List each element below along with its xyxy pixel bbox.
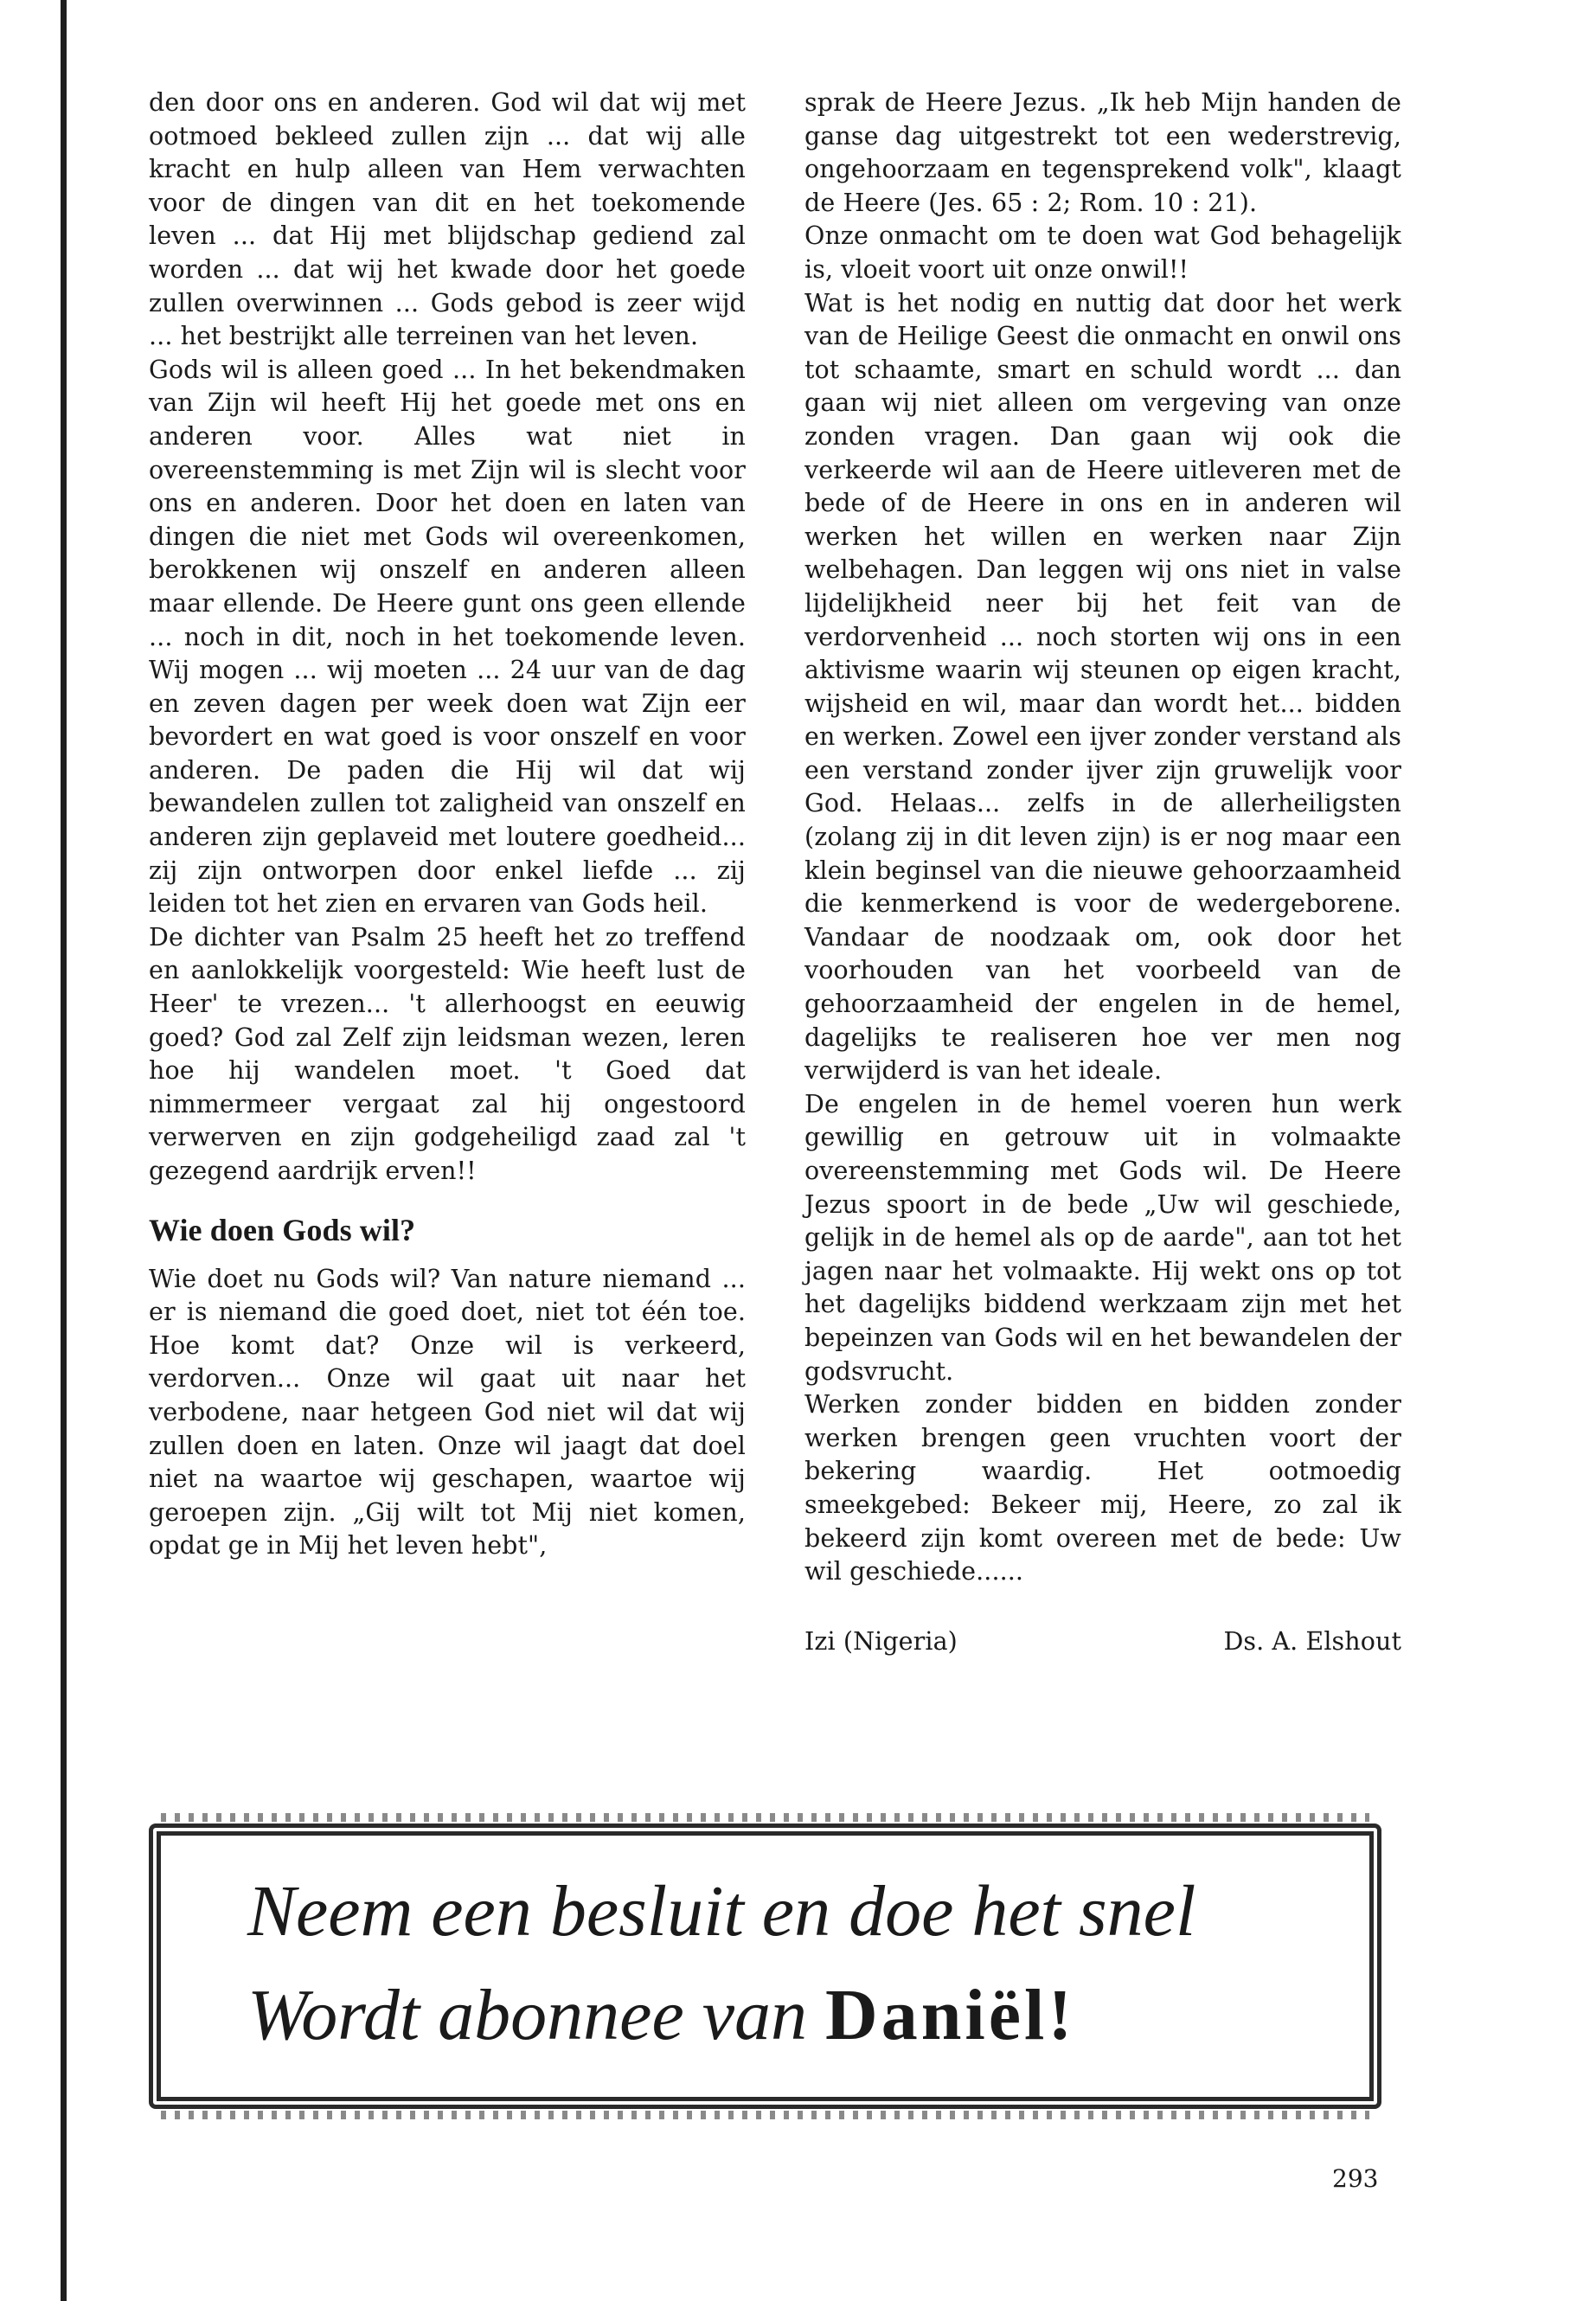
right-column	[804, 87, 1401, 1658]
left-column	[149, 87, 746, 1563]
ad-brand-name: Daniël	[825, 1975, 1048, 2055]
ad-border-ornament-top	[161, 1813, 1369, 1822]
left-paragraph-2: Gods wil is alleen goed ... In het bekendmaken van Zijn wil heeft Hij het goede met ons en anderen voor. Alles wat niet in overeenstemming is met Zijn wil is slecht voor ons en anderen. Door het doen en laten van dingen die niet met Gods wil overeenkomen, berokkenen wij onszelf en anderen alleen maar ellende. De Heere gunt ons geen ellende ... noch in dit, noch in het toekomende leven. Wij mogen ... wij moeten ... 24 uur van de dag en zeven dagen per week doen wat Zijn eer bevordert en wat goed is voor onszelf en voor anderen. De paden die Hij wil dat wij bewandelen zullen tot zaligheid van onszelf en anderen zijn geplaveid met loutere goedheid... zij zijn ontworpen door enkel liefde ... zij leiden tot het zien en ervaren van Gods heil.	[149, 355, 746, 919]
left-paragraph-3: De dichter van Psalm 25 heeft het zo treffend en aanlokkelijk voorgesteld: Wie heeft lust de Heer' te vrezen... 't allerhoogst en eeuwig goed? God zal Zelf zijn leidsman wezen, leren hoe hij wandelen moet. 't Goed dat nimmermeer vergaat zal hij ongestoord verwerven en zijn godgeheiligd zaad zal 't gezegend aardrijk erven!!	[149, 922, 746, 1185]
page-number: 293	[1332, 2164, 1379, 2193]
right-paragraph-2: Onze onmacht om te doen wat God behagelijk is, vloeit voort uit onze onwil!!	[804, 221, 1401, 284]
signature-location: Izi (Nigeria)	[804, 1626, 958, 1656]
subscription-advertisement	[149, 1823, 1381, 2109]
ad-line-1: Neem een besluit en doe het snel	[247, 1871, 1196, 1952]
left-margin-rule	[61, 0, 67, 2301]
ad-line-2	[247, 1974, 1075, 2057]
signature-line	[804, 1625, 1401, 1659]
signature-author: Ds. A. Elshout	[1223, 1626, 1401, 1656]
ad-line-2-text: Wordt abonnee van	[247, 1975, 826, 2055]
left-paragraph-4: Wie doet nu Gods wil? Van nature niemand ... er is niemand die goed doet, niet tot één toe. Hoe komt dat? Onze wil is verkeerd, verdorven... Onze wil gaat uit naar het verbodene, naar hetgeen God niet wil dat wij zullen doen en laten. Onze wil jaagt dat doel niet na waartoe wij geschapen, waartoe wij geroepen zijn. „Gij wilt tot Mij niet komen, opdat ge in Mij het leven hebt",	[149, 1264, 746, 1561]
right-paragraph-5: Werken zonder bidden en bidden zonder werken brengen geen vruchten voort der bekering waardig. Het ootmoedig smeekgebed: Bekeer mij, Heere, zo zal ik bekeerd zijn komt overeen met de bede: Uw wil geschiede......	[804, 1390, 1401, 1586]
right-paragraph-4: De engelen in de hemel voeren hun werk gewillig en getrouw uit in volmaakte overeenstemming met Gods wil. De Heere Jezus spoort in de bede „Uw wil geschiede, gelijk in de hemel als op de aarde", aan tot het jagen naar het volmaakte. Hij wekt ons op tot het dagelijks biddend werkzaam zijn met het bepeinzen van Gods wil en het bewandelen der godsvrucht.	[804, 1089, 1401, 1386]
ad-brand-exclamation: !	[1048, 1975, 1076, 2055]
right-paragraph-3: Wat is het nodig en nuttig dat door het werk van de Heilige Geest die onmacht en onwil ons tot schaamte, smart en schuld wordt ... dan gaan wij niet alleen om vergeving van onze zonden vragen. Dan gaan wij ook die verkeerde wil aan de Heere uitleveren met de bede of de Heere in ons en in anderen wil werken het willen en werken naar Zijn welbehagen. Dan leggen wij ons niet in valse lijdelijkheid neer bij het feit van de verdorvenheid ... noch storten wij ons in een aktivisme waarin wij steunen op eigen kracht, wijsheid en wil, maar dan wordt het... bidden en werken. Zowel een ijver zonder verstand als een verstand zonder ijver zijn gruwelijk voor God. Helaas... zelfs in de allerheiligsten (zolang zij in dit leven zijn) is er nog maar een klein beginsel van die nieuwe gehoorzaamheid die kenmerkend is voor de wedergeborene. Vandaar de noodzaak om, ook door het voorhouden van het voorbeeld van de gehoorzaamheid der engelen in de hemel, dagelijks te realiseren hoe ver men nog verwijderd is van het ideale.	[804, 288, 1401, 1086]
left-paragraph-1: den door ons en anderen. God wil dat wij met ootmoed bekleed zullen zijn ... dat wij alle kracht en hulp alleen van Hem verwachten voor de dingen van dit en het toekomende leven ... dat Hij met blijdschap gediend zal worden ... dat wij het kwade door het goede zullen overwinnen ... Gods gebod is zeer wijd ... het bestrijkt alle terreinen van het leven.	[149, 88, 746, 351]
right-paragraph-1: sprak de Heere Jezus. „Ik heb Mijn handen de ganse dag uitgestrekt tot een wederstrevig, ongehoorzaam en tegensprekend volk", klaagt de Heere (Jes. 65 : 2; Rom. 10 : 21).	[804, 88, 1401, 217]
section-heading: Wie doen Gods wil?	[149, 1212, 416, 1247]
ad-border-ornament-bottom	[161, 2111, 1369, 2119]
